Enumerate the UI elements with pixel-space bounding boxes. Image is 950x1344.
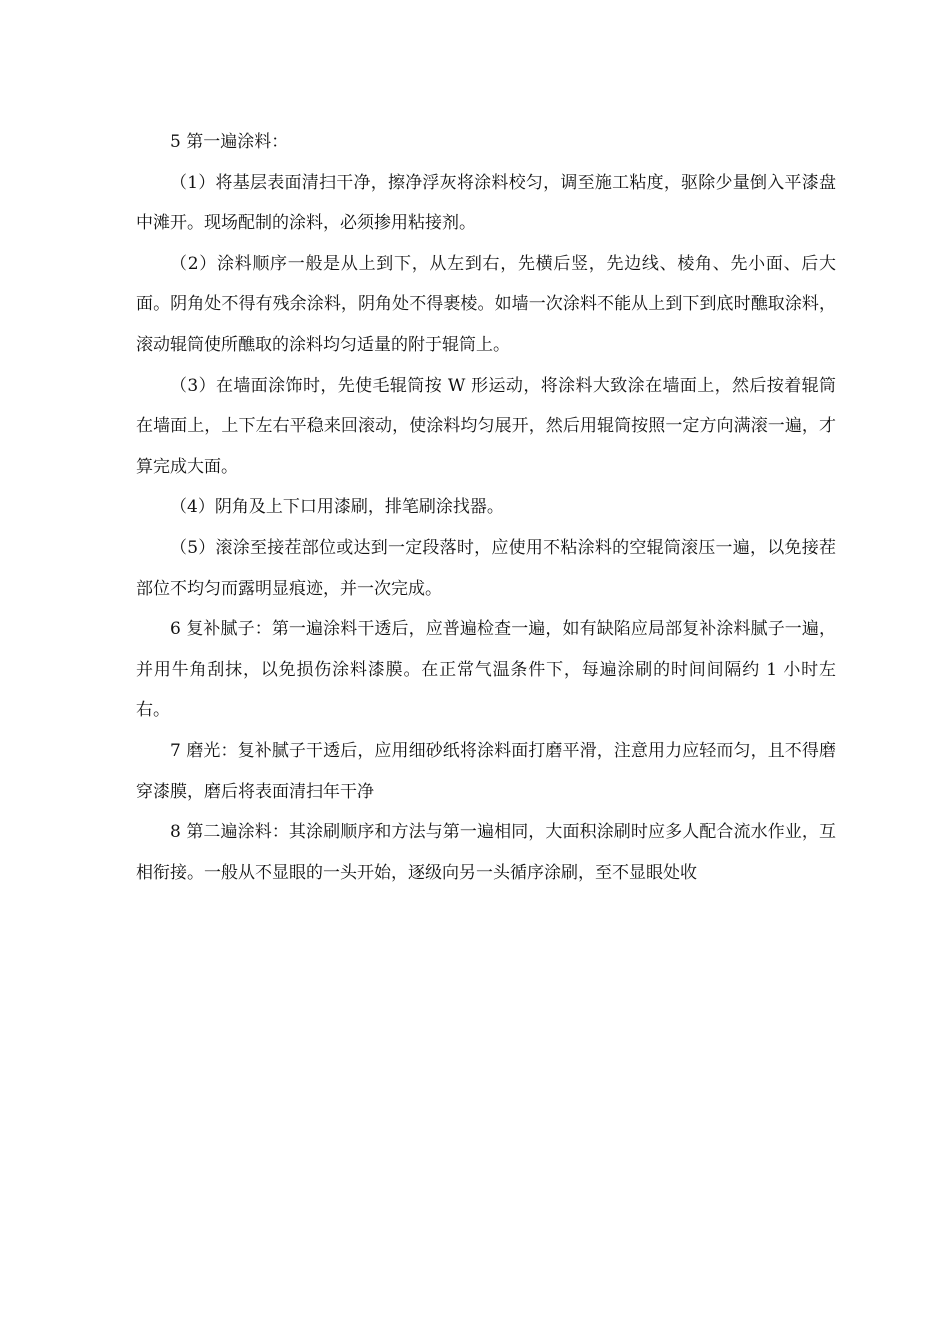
paragraph-step-5-heading: 5 第一遍涂料： [170, 132, 289, 152]
paragraph-step-8: 8 第二遍涂料：其涂刷顺序和方法与第一遍相同，大面积涂刷时应多人配合流水作业，互相衔接。一般从不显眼的一头开始，逐级向另一头循序涂刷，至不显眼处收 [136, 822, 836, 883]
paragraph-item-1: （1）将基层表面清扫干净，擦净浮灰将涂料校匀，调至施工粘度，驱除少量倒入平漆盘中滩开。现场配制的涂料，必须掺用粘接剂。 [136, 172, 836, 234]
paragraph-item-5: （5）滚涂至接茬部位或达到一定段落时，应使用不粘涂料的空辊筒滚压一遍，以免接茬部位不均匀而露明显痕迹，并一次完成。 [136, 537, 836, 599]
paragraph-step-7: 7 磨光：复补腻子干透后，应用细砂纸将涂料面打磨平滑，注意用力应轻而匀，且不得磨穿漆膜，磨后将表面清扫年干净 [136, 740, 836, 802]
document-body [136, 122, 836, 893]
paragraph-item-2: （2）涂料顺序一般是从上到下，从左到右，先横后竖，先边线、棱角、先小面、后大面。阴角处不得有残余涂料，阴角处不得裹棱。如墙一次涂料不能从上到下到底时醮取涂料，滚动辊筒使所醮取的涂料均匀适量的附于辊筒上。 [136, 253, 836, 355]
paragraph-item-3: （3）在墙面涂饰时，先使毛辊筒按 W 形运动，将涂料大致涂在墙面上，然后按着辊筒在墙面上，上下左右平稳来回滚动，使涂料均匀展开，然后用辊筒按照一定方向满滚一遍，才算完成大面。 [136, 375, 836, 477]
paragraph-step-6: 6 复补腻子：第一遍涂料干透后，应普遍检查一遍，如有缺陷应局部复补涂料腻子一遍，并用牛角刮抹，以免损伤涂料漆膜。在正常气温条件下，每遍涂刷的时间间隔约 1 小时左右。 [136, 619, 836, 721]
paragraph-item-4: （4）阴角及上下口用漆刷，排笔刷涂找器。 [170, 497, 504, 518]
